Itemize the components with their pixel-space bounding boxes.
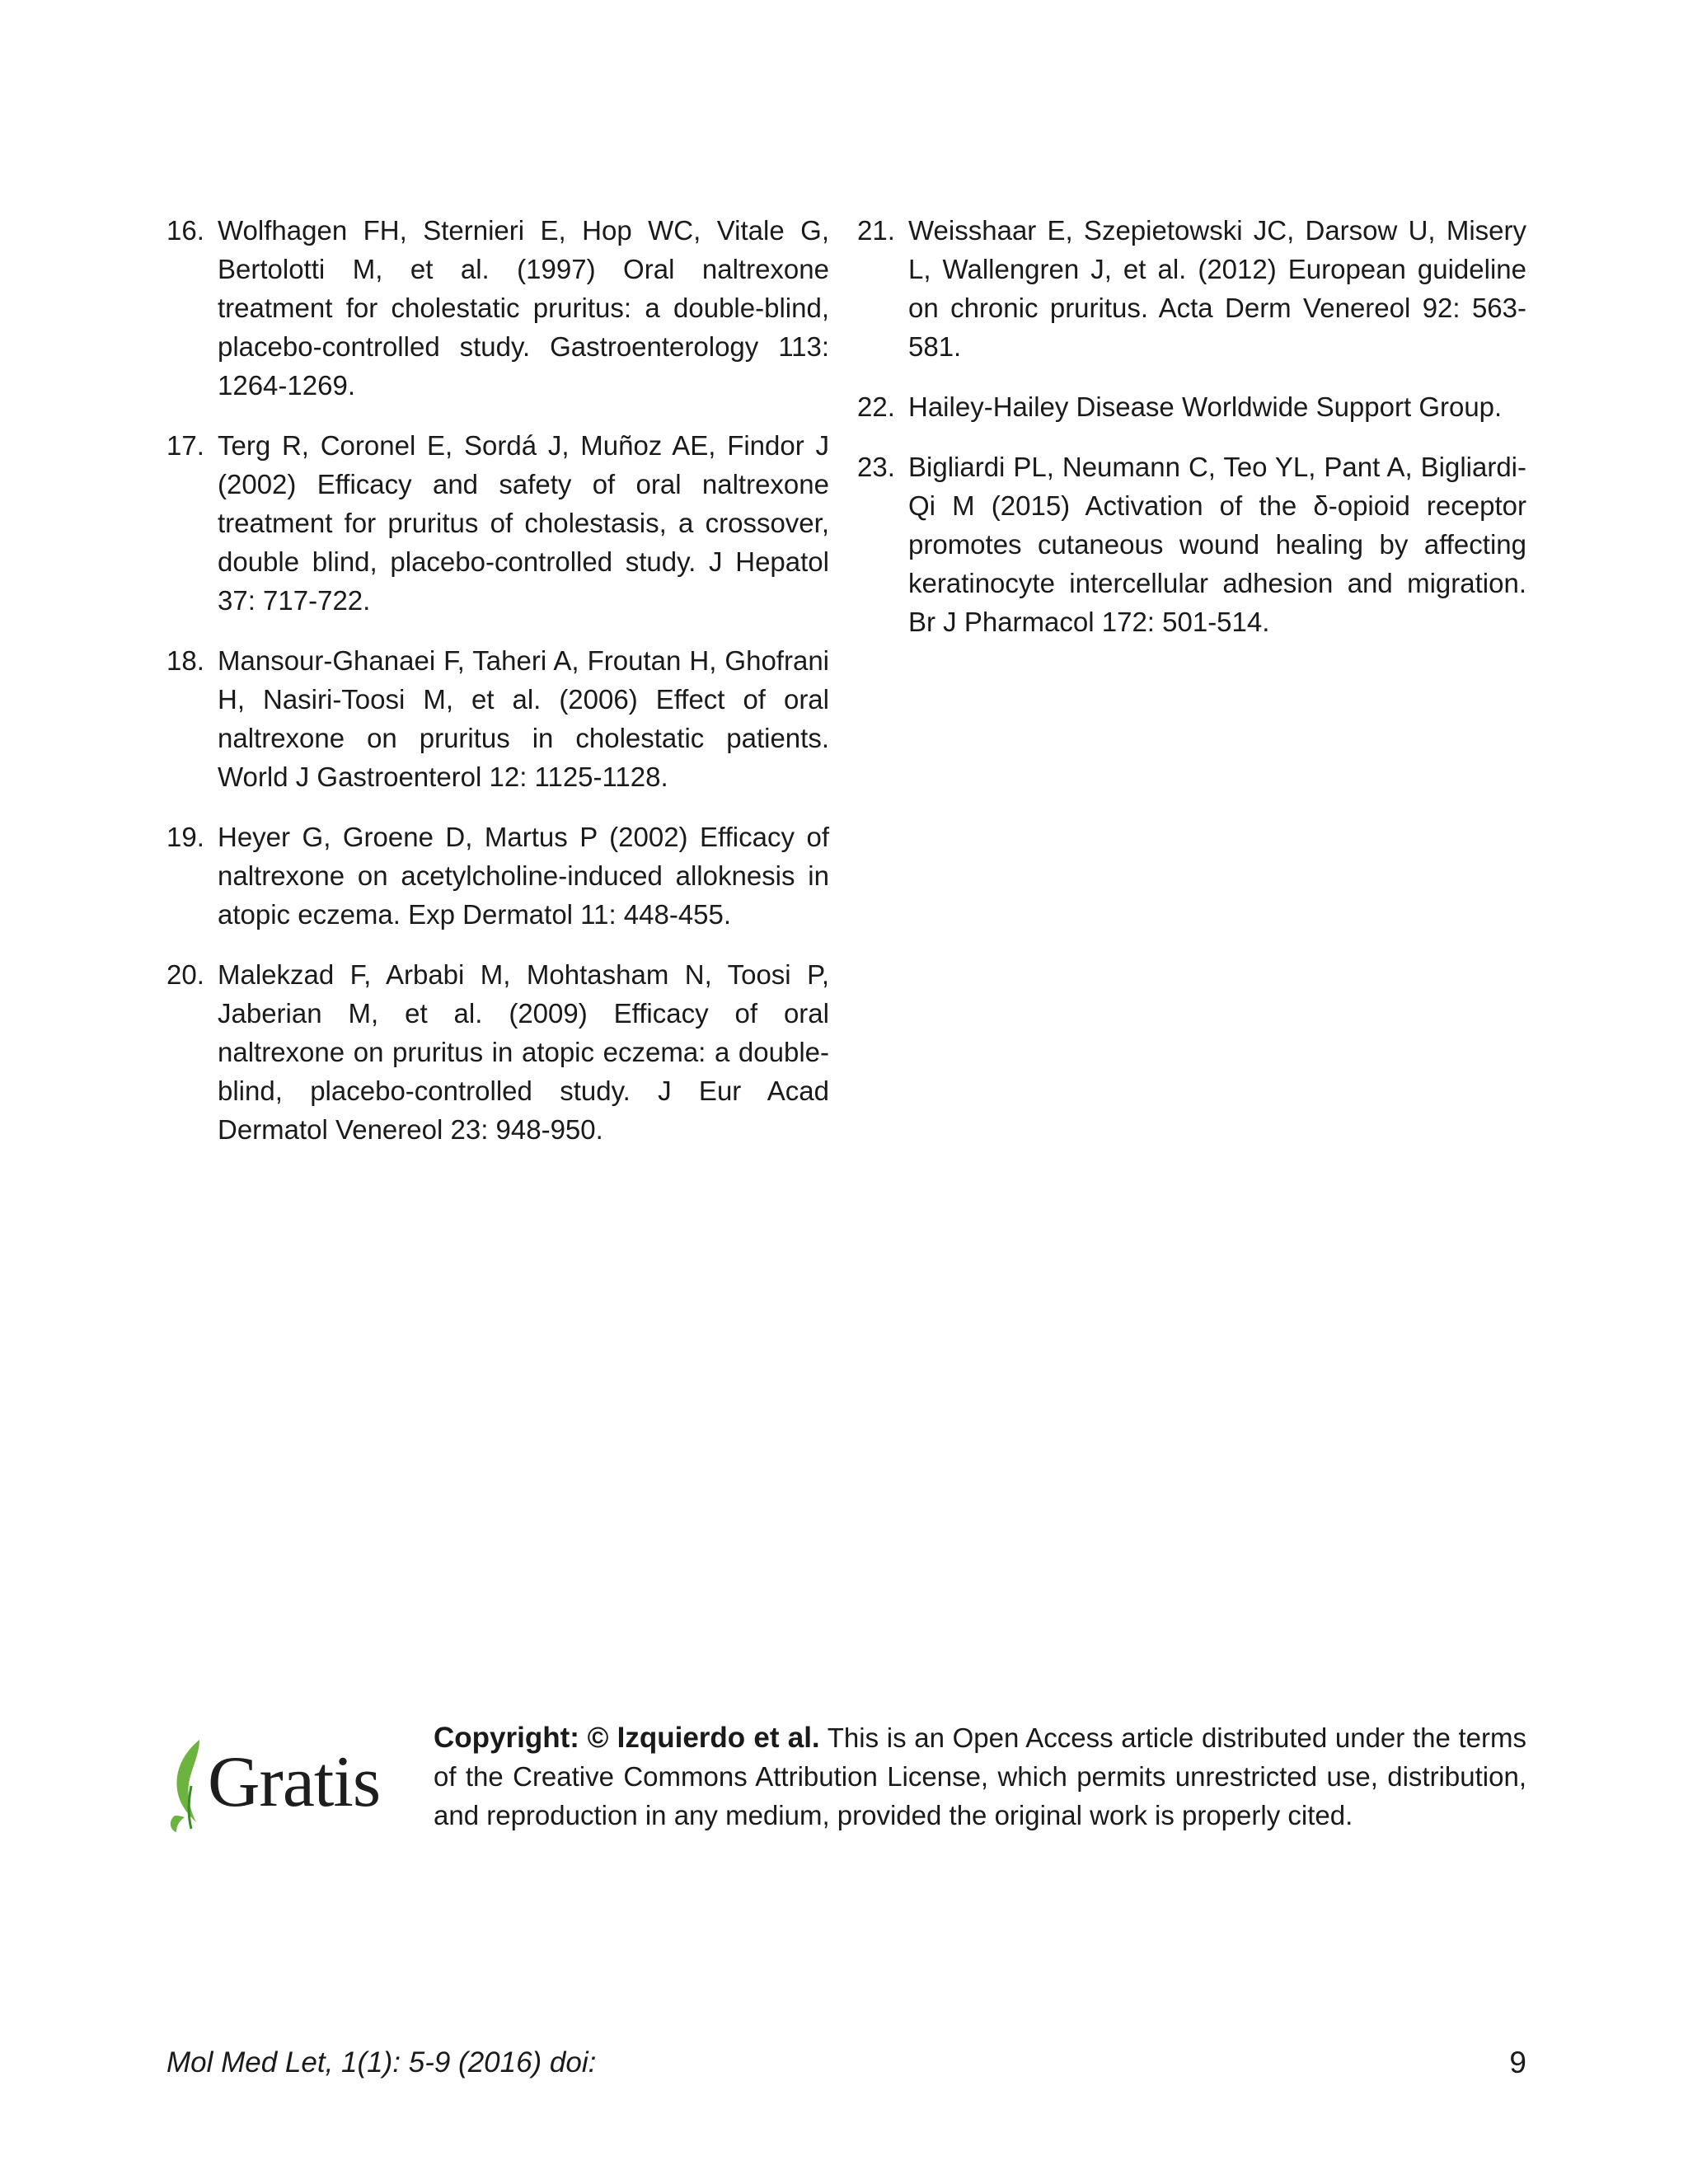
copyright-body: This is an Open Access article distributed under the terms of the Creative Commons Attribution License, which permits unrestricted use, distribution, and reproduction in any medium, provided the original work is properly cited.	[434, 1722, 1526, 1830]
reference-number: 21.	[857, 215, 895, 246]
reference-number: 22.	[857, 391, 895, 422]
copyright-authors: © Izquierdo et al.	[587, 1722, 820, 1754]
reference-text: Wolfhagen FH, Sternieri E, Hop WC, Vitale G, Bertolotti M, et al. (1997) Oral naltrexone treatment for cholestatic pruritus: a double-blind, placebo-controlled study. Gastroenterology 113: 1264-1269.	[218, 215, 829, 401]
reference-text: Terg R, Coronel E, Sordá J, Muñoz AE, Findor J (2002) Efficacy and safety of oral naltrexone treatment for pruritus of cholestasis, a crossover, double blind, placebo-controlled study. J Hepatol 37: 717-722.	[218, 430, 829, 616]
reference-number: 18.	[166, 645, 204, 676]
reference-item	[166, 955, 829, 1149]
reference-text: Hailey-Hailey Disease Worldwide Support Group.	[908, 391, 1503, 422]
reference-item	[857, 387, 1526, 426]
copyright-notice	[434, 1718, 1526, 1835]
reference-number: 19.	[166, 822, 204, 852]
journal-citation: Mol Med Let, 1(1): 5-9 (2016) doi:	[166, 2046, 597, 2079]
reference-number: 23.	[857, 452, 895, 482]
reference-number: 20.	[166, 959, 204, 990]
reference-text: Mansour-Ghanaei F, Taheri A, Froutan H, Ghofrani H, Nasiri-Toosi M, et al. (2006) Effect of oral naltrexone on pruritus in cholestatic patients. World J Gastroenterol 12: 1125-1128.	[218, 645, 829, 792]
gratis-logo	[166, 1736, 414, 1835]
reference-item	[166, 211, 829, 405]
copyright-label: Copyright:	[434, 1722, 579, 1754]
reference-text: Heyer G, Groene D, Martus P (2002) Efficacy of naltrexone on acetylcholine-induced alloknesis in atopic eczema. Exp Dermatol 11: 448-455.	[218, 822, 829, 930]
reference-item	[857, 211, 1526, 366]
references-right-column	[857, 211, 1526, 663]
logo-text: Gratis	[208, 1742, 381, 1822]
reference-text: Weisshaar E, Szepietowski JC, Darsow U, Misery L, Wallengren J, et al. (2012) European guideline on chronic pruritus. Acta Derm Venereol 92: 563-581.	[908, 215, 1526, 362]
reference-text: Bigliardi PL, Neumann C, Teo YL, Pant A, Bigliardi-Qi M (2015) Activation of the δ-opioid receptor promotes cutaneous wound healing by affecting keratinocyte intercellular adhesion and migration. Br J Pharmacol 172: 501-514.	[908, 452, 1526, 637]
reference-item	[857, 448, 1526, 641]
license-block	[166, 1718, 1526, 1850]
reference-text: Malekzad F, Arbabi M, Mohtasham N, Toosi P, Jaberian M, et al. (2009) Efficacy of oral naltrexone on pruritus in atopic eczema: a double-blind, placebo-controlled study. J Eur Acad Dermatol Venereol 23: 948-950.	[218, 959, 829, 1145]
reference-number: 17.	[166, 430, 204, 461]
reference-item	[166, 641, 829, 796]
reference-item	[166, 818, 829, 934]
references-left-column	[166, 211, 829, 1170]
reference-number: 16.	[166, 215, 204, 246]
page-number: 9	[1509, 2046, 1526, 2079]
reference-item	[166, 426, 829, 620]
